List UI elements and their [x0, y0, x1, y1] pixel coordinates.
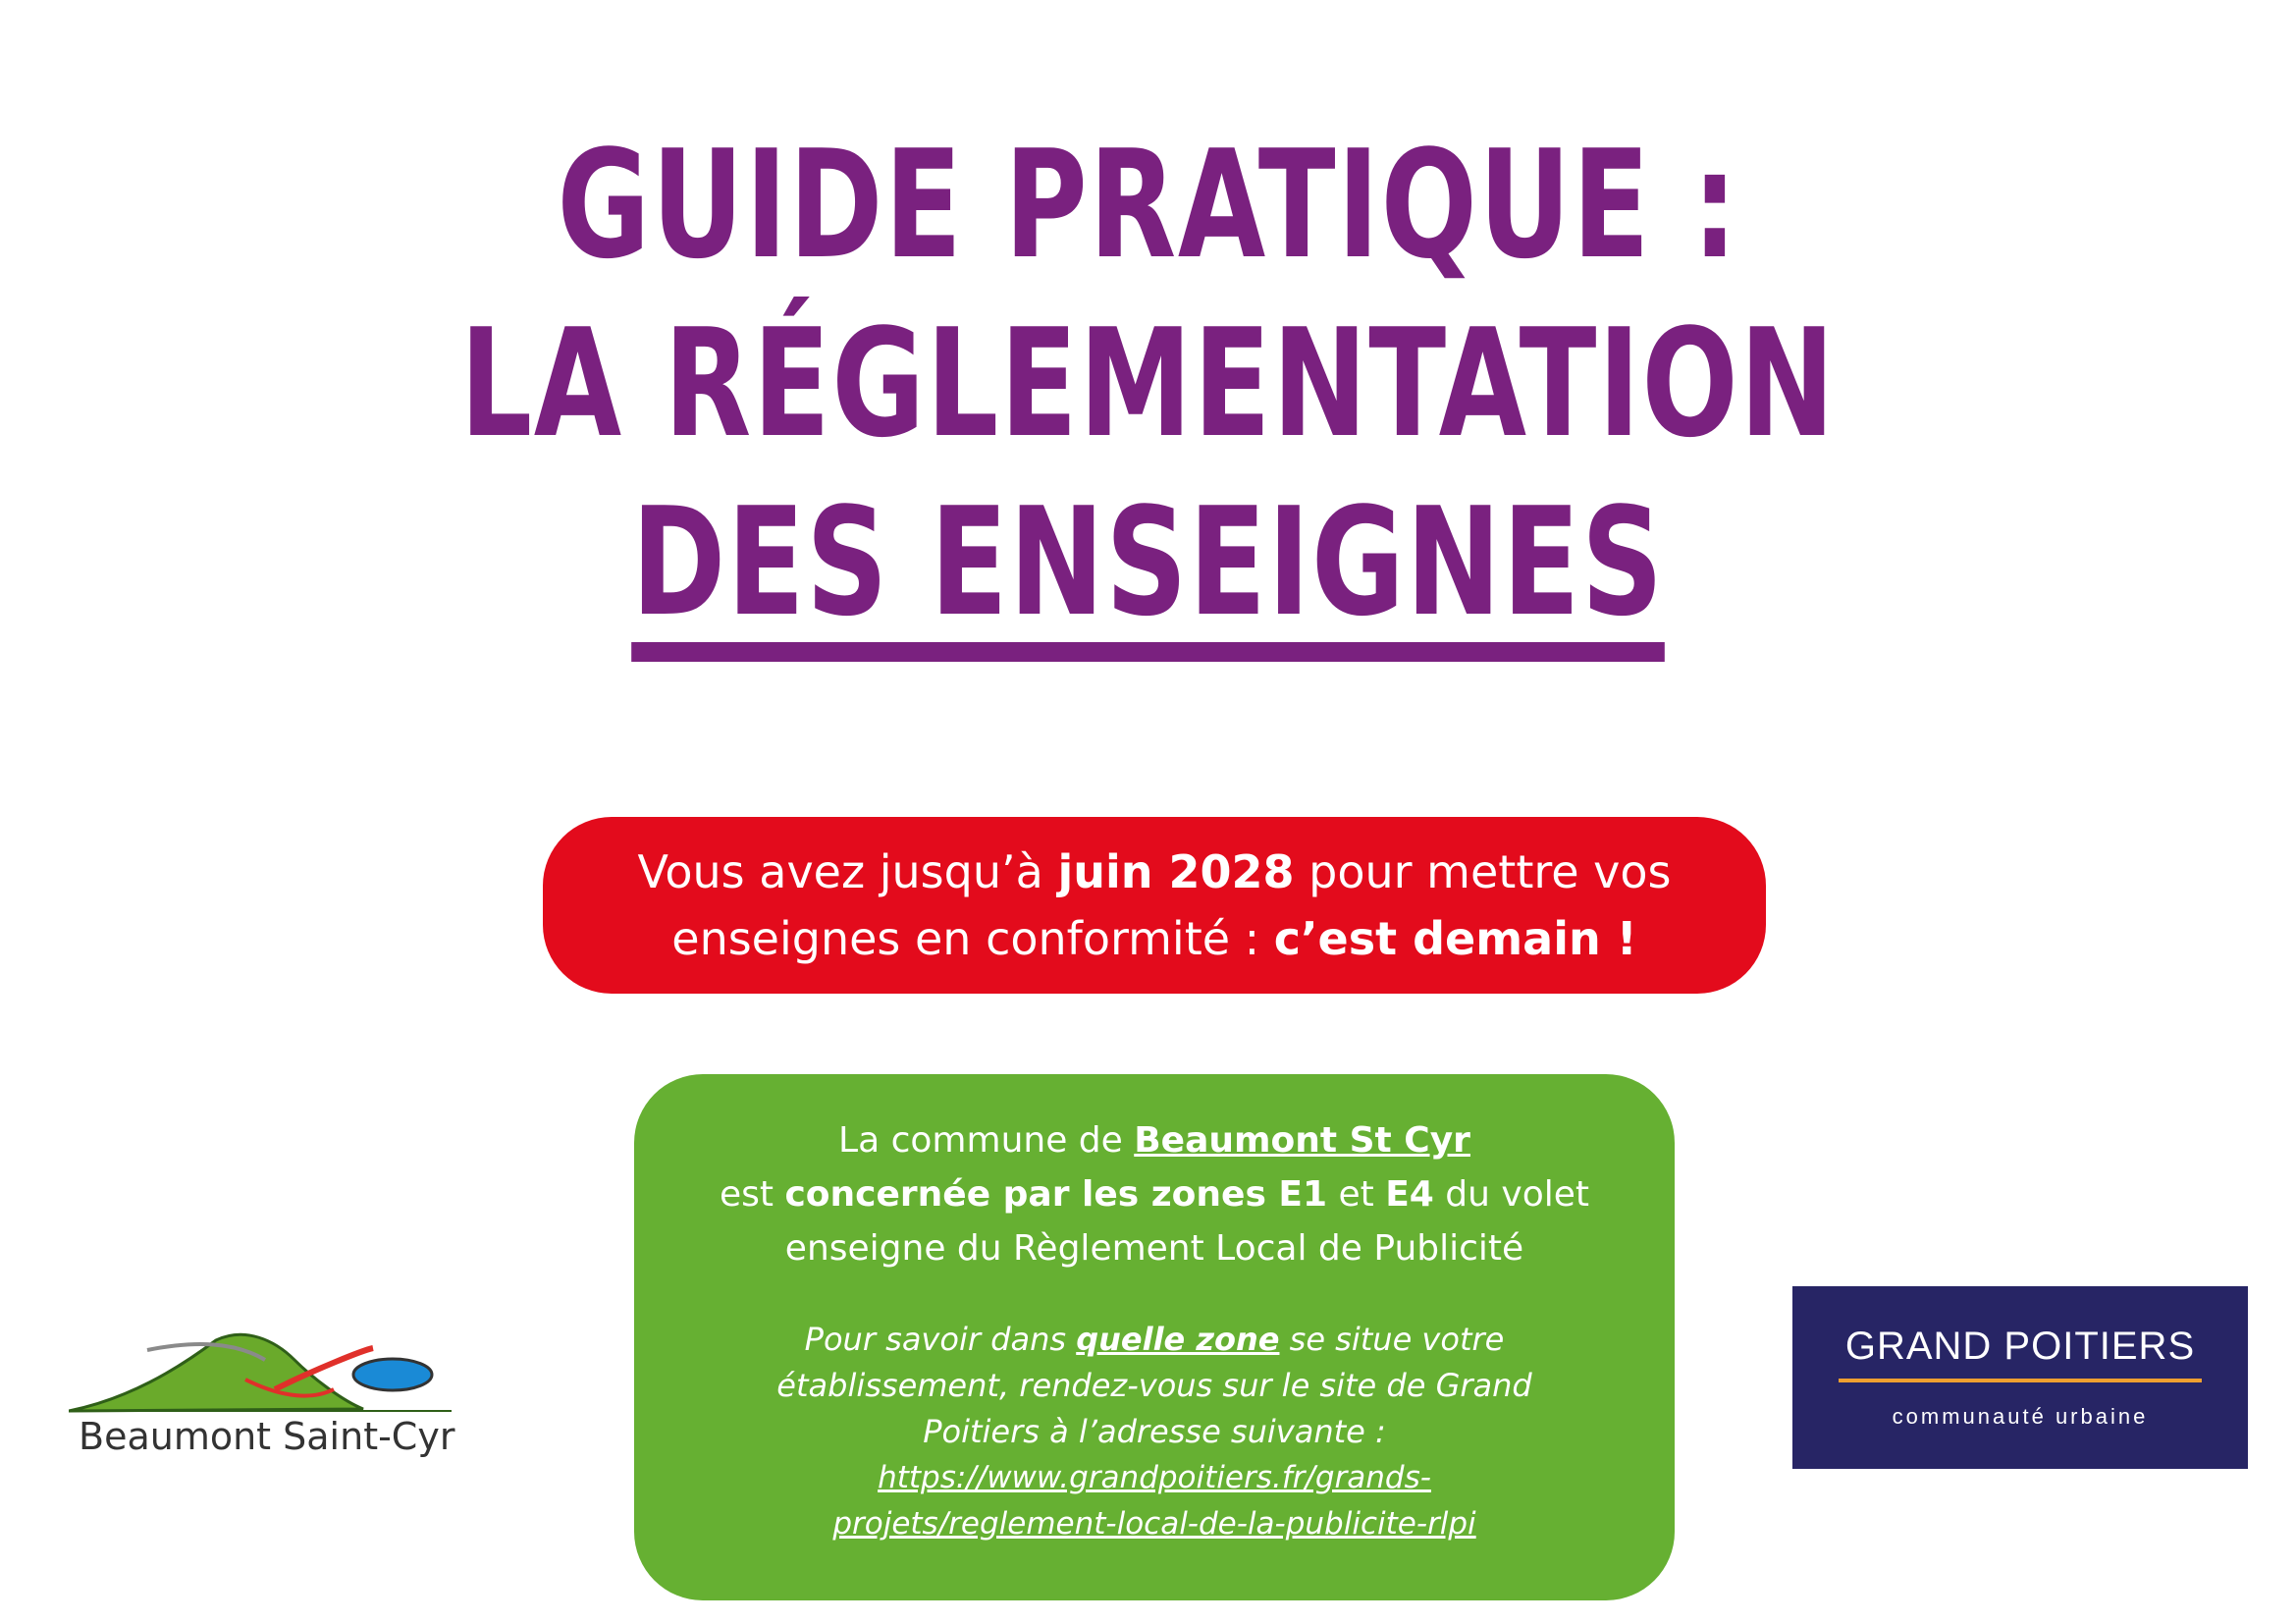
- commune-name: Beaumont St Cyr: [1134, 1120, 1470, 1161]
- beaumont-hill-icon: [69, 1330, 452, 1419]
- beaumont-logo: [69, 1330, 455, 1478]
- deadline-line-2: [572, 905, 1736, 972]
- info-line-2-suffix: du volet: [1433, 1174, 1590, 1215]
- info-and: et: [1327, 1174, 1386, 1215]
- info-line-1: [634, 1113, 1675, 1167]
- help-line-1-suffix: se situe votre: [1279, 1321, 1505, 1358]
- info-line-2: [634, 1167, 1675, 1221]
- rlpi-link-line-1[interactable]: https://www.grandpoitiers.fr/grands-: [878, 1460, 1431, 1495]
- title-line-1: GUIDE PRATIQUE :: [557, 118, 1739, 292]
- deadline-banner: [543, 817, 1766, 994]
- info-box: [634, 1074, 1675, 1600]
- beaumont-logo-text: Beaumont Saint-Cyr: [79, 1415, 455, 1458]
- deadline-text-3: enseignes en conformité :: [671, 912, 1274, 965]
- title-line-2: LA RÉGLEMENTATION: [459, 297, 1837, 470]
- grand-poitiers-rule: [1839, 1379, 2202, 1382]
- title-line-3: [276, 473, 2021, 662]
- deadline-text-1: Vous avez jusqu’à: [637, 845, 1058, 898]
- deadline-emphasis: c’est demain !: [1273, 912, 1637, 965]
- help-line-1: [634, 1317, 1675, 1363]
- info-line-1-prefix: La commune de: [838, 1120, 1135, 1161]
- info-main-text: [634, 1113, 1675, 1275]
- deadline-text-2: pour mettre vos: [1294, 845, 1672, 898]
- help-line-2: établissement, rendez-vous sur le site de Grand: [776, 1367, 1532, 1404]
- grand-poitiers-logo: [1792, 1286, 2248, 1469]
- grand-poitiers-subtitle: communauté urbaine: [1892, 1404, 2149, 1429]
- zone-e4: E4: [1385, 1174, 1434, 1215]
- info-line-2-prefix: est: [719, 1174, 785, 1215]
- grand-poitiers-name: GRAND POITIERS: [1844, 1325, 2196, 1368]
- deadline-line-1: [572, 839, 1736, 905]
- page-title: [0, 116, 2296, 662]
- help-zone: quelle zone: [1076, 1321, 1280, 1358]
- info-line-3: enseigne du Règlement Local de Publicité: [784, 1228, 1524, 1269]
- info-help-text: [634, 1317, 1675, 1547]
- help-line-1-prefix: Pour savoir dans: [804, 1321, 1077, 1358]
- zones-concerned: concernée par les zones E1: [784, 1174, 1328, 1215]
- title-line-3-text: DES ENSEIGNES: [631, 489, 1664, 662]
- deadline-date: juin 2028: [1057, 845, 1295, 898]
- help-line-3: Poitiers à l’adresse suivante :: [923, 1413, 1386, 1450]
- rlpi-link-line-2[interactable]: projets/reglement-local-de-la-publicite-rlpi: [832, 1506, 1476, 1542]
